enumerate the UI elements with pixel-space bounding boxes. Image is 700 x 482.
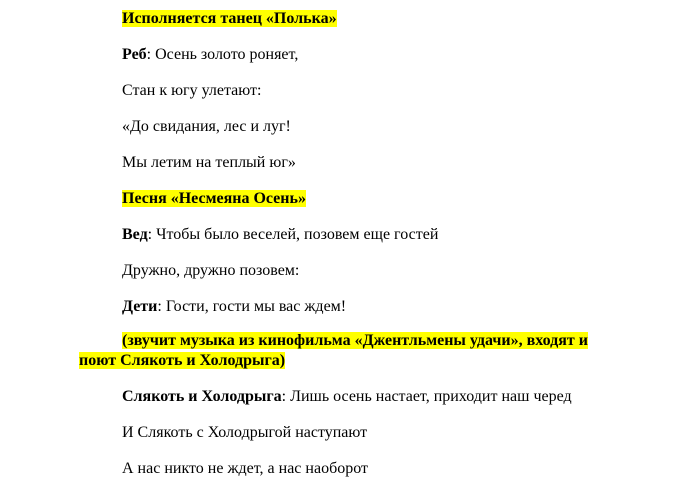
dialogue-text: : Лишь осень настает, приходит наш черед [281,388,572,405]
verse-line [122,423,367,443]
verse-line [122,81,261,101]
highlighted-heading: Песня «Несмеяна Осень» [122,190,306,207]
dialogue-text: : Чтобы было веселей, позовем еще гостей [147,226,439,243]
highlighted-heading: поют Слякоть и Холодрыга) [79,352,286,369]
verse-text: «До свидания, лес и луг! [122,118,291,135]
dialogue-line [122,297,346,317]
verse-text: Мы летим на теплый юг» [122,154,296,171]
dialogue-line [122,45,298,65]
stage-direction-music [122,331,588,351]
stage-direction-polka [122,9,337,29]
stage-direction-song [122,189,306,209]
speaker-label: Дети [122,298,158,315]
verse-text: А нас никто не ждет, а нас наоборот [122,460,368,477]
verse-line [122,261,299,281]
verse-text: Дружно, дружно позовем: [122,262,300,279]
highlighted-heading: Исполняется танец «Полька» [122,10,337,27]
speaker-label: Слякоть и Холодрыга [122,388,282,405]
dialogue-line [122,387,572,407]
verse-text: Стан к югу улетают: [122,82,262,99]
dialogue-line [122,225,438,245]
dialogue-text: : Осень золото роняет, [146,46,299,63]
dialogue-text: : Гости, гости мы вас ждем! [157,298,347,315]
speaker-label: Реб [122,46,147,63]
highlighted-heading: (звучит музыка из кинофильма «Джентльмены удачи», входят и [122,332,588,349]
verse-text: И Слякоть с Холодрыгой наступают [122,424,368,441]
verse-line [122,153,296,173]
verse-line [122,459,368,479]
verse-line [122,117,291,137]
speaker-label: Вед [122,226,148,243]
stage-direction-music-continued [79,351,285,371]
